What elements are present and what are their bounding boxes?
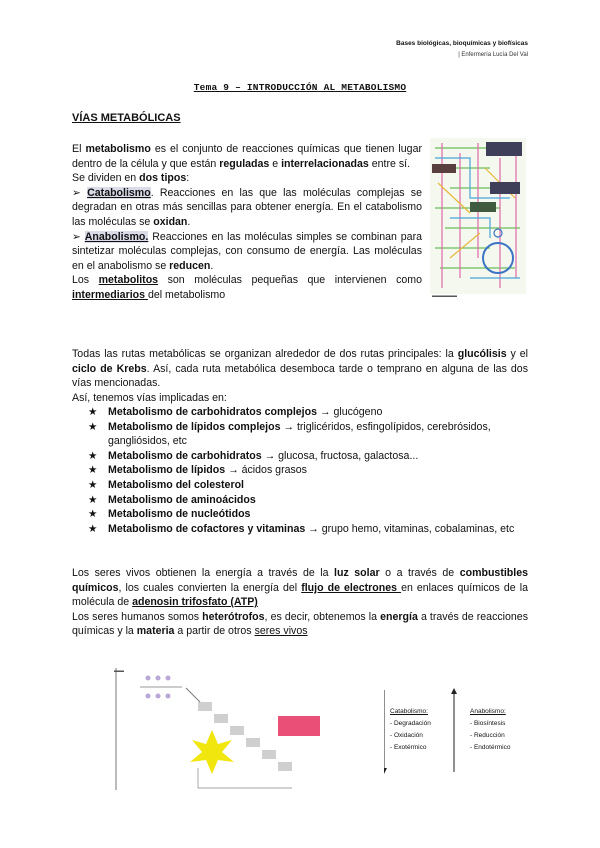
list-item: ★ Metabolismo de cofactores y vitaminas → grupo hemo, vitaminas, cobalaminas, etc	[88, 522, 515, 535]
star-icon: ★	[88, 449, 98, 462]
page-title: Tema 9 – INTRODUCCIÓN AL METABOLISMO	[193, 82, 407, 93]
star-icon: ★	[88, 478, 98, 491]
catabolismo-term: Catabolismo	[87, 186, 151, 199]
anabolism-legend: Anabolismo: - Biosíntesis - Reducción - Endotérmico	[470, 708, 511, 751]
list-item: ★ Metabolismo de lípidos complejos → triglicéridos, esfingolípidos, cerebrósidos, gangliósidos, etc	[88, 420, 491, 448]
list-item: ★ Metabolismo de nucleótidos	[88, 508, 251, 521]
list-item: ★ Metabolismo de lípidos → ácidos grasos	[88, 464, 307, 477]
metabolic-map-image	[430, 138, 526, 294]
star-icon: ★	[88, 508, 98, 521]
catabolism-legend: Catabolismo: - Degradación - Oxidación - Exotérmico	[390, 708, 431, 751]
energy-diagram-image	[112, 664, 352, 794]
metabolic-map-caption-mark: ▬▬▬▬▬	[432, 293, 457, 299]
star-icon: ★	[88, 420, 98, 433]
list-item: ★ Metabolismo de carbohidratos → glucosa, fructosa, galactosa...	[88, 449, 419, 462]
star-icon: ★	[88, 493, 98, 506]
list-item: ★ Metabolismo de carbohidratos complejos → glucógeno	[88, 406, 383, 418]
star-icon: ★	[88, 522, 98, 535]
list-item: ★ Metabolismo de aminoácidos	[88, 493, 256, 506]
svg-text:▬▬: ▬▬	[114, 668, 124, 674]
header-author: | Enfermería Lucía Del Val	[458, 52, 528, 58]
intro-paragraph: El metabolismo es el conjunto de reacciones químicas que tienen lugar dentro de la célula y que están reguladas e interrelacionadas entre sí. Se dividen en dos tipos: ➢ Catabolismo. Reacciones en las que las moléculas complejas se degradan en otras más sencillas para obtener energía. En el catabolismo las moléculas se oxidan. ➢ Anabolismo. Reacciones en las moléculas simples se combinan para sintetizar moléculas complejas, con consumo de energía. Las moléculas en el anabolismo se reducen. Los metabolitos son moléculas pequeñas que intervienen como intermediarios del metabolismo	[72, 143, 422, 301]
pathways-list	[88, 405, 528, 536]
star-icon: ★	[88, 406, 98, 418]
list-item: ★ Metabolismo del colesterol	[88, 478, 244, 491]
star-icon: ★	[88, 464, 98, 477]
section-heading: VÍAS METABÓLICAS	[72, 112, 181, 124]
energy-paragraph: Los seres vivos obtienen la energía a través de la luz solar o a través de combustibles químicos, los cuales convierten la energía del flujo de electrones en enlaces químicos de la molécula de adenosin trifosfato (ATP) Los seres humanos somos heterótrofos, es decir, obtenemos la energía a través de reacciones químicas y la materia a partir de otros seres vivos	[72, 567, 528, 638]
header-course: Bases biológicas, bioquímicas y biofísicas	[396, 40, 528, 47]
anabolismo-term: Anabolismo.	[84, 230, 149, 243]
routes-paragraph: Todas las rutas metabólicas se organizan alrededor de dos rutas principales: la glucólisis y el ciclo de Krebs. Así, cada ruta metabólica desemboca tarde o temprano en alguna de las dos vías mencionadas. Así, tenemos vías implicadas en:	[72, 348, 528, 404]
